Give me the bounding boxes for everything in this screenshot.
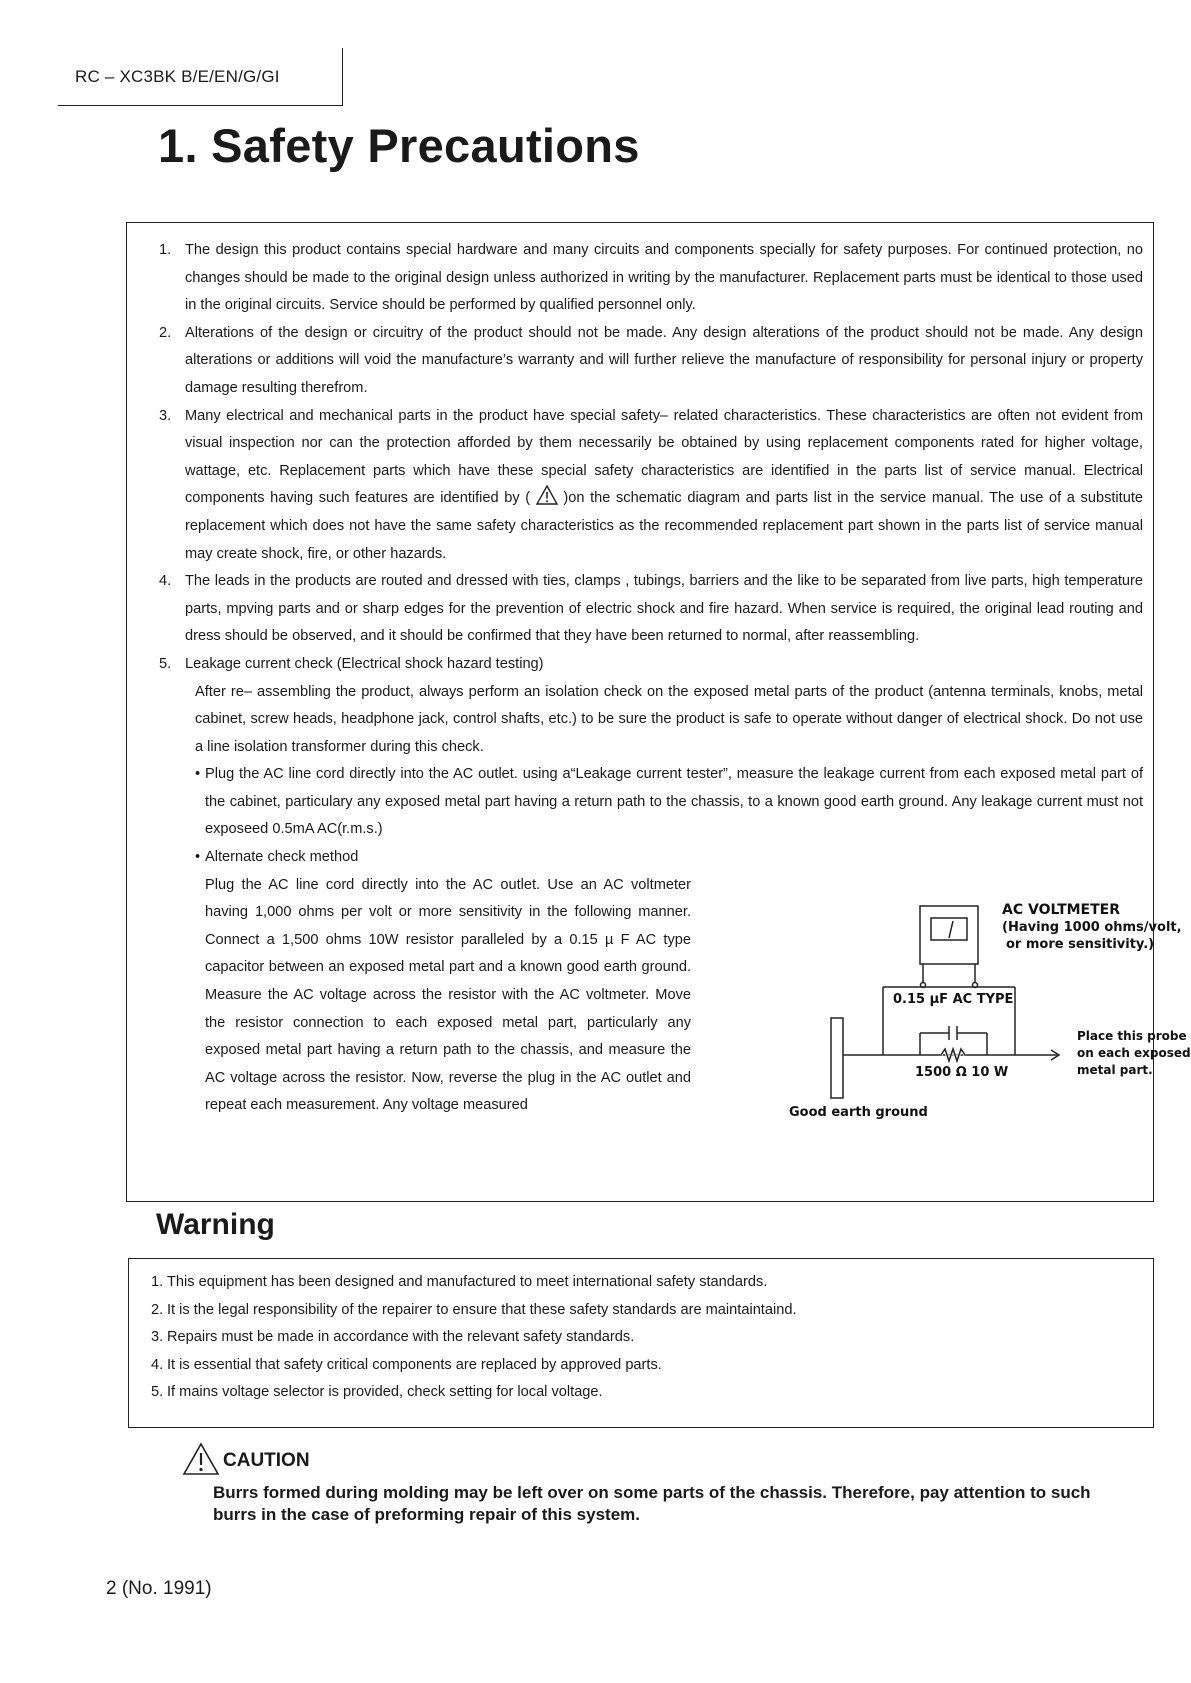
ground-electrode xyxy=(831,1018,843,1098)
precautions-box xyxy=(126,222,1191,1202)
model-header xyxy=(58,48,343,106)
leakage-heading: Leakage current check (Electrical shock hazard testing) xyxy=(185,655,544,672)
item-number: 2. xyxy=(159,324,172,341)
caution-label: CAUTION xyxy=(223,1450,310,1471)
resistor-label: 1500 Ω 10 W xyxy=(915,1065,1009,1080)
item-number: 3. xyxy=(159,407,172,424)
model-number: RC – XC3BK B/E/EN/G/GI xyxy=(75,67,280,86)
item-number: 5. xyxy=(151,1384,164,1401)
item-text: Repairs must be made in accordance with the relevant safety standards. xyxy=(167,1329,635,1346)
page-number: 2 (No. 1991) xyxy=(106,1578,212,1599)
item-text: This equipment has been designed and manufactured to meet international safety standards. xyxy=(167,1274,768,1290)
item-number: 1. xyxy=(151,1274,164,1290)
bullet-mark: • xyxy=(195,849,201,866)
voltmeter-note-2: or more sensitivity.) xyxy=(1006,937,1155,952)
warning-title: Warning xyxy=(156,1208,275,1241)
warning-item xyxy=(151,1297,797,1325)
voltmeter-title: AC VOLTMETER xyxy=(1002,902,1121,918)
alternate-method-title: Alternate check method xyxy=(205,849,359,866)
safety-warning-icon xyxy=(536,485,558,505)
item-number: 4. xyxy=(159,573,172,590)
item-text: The design this product contains special hardware and many circuits and components specially for safety purposes. For continued protection, no changes should be made to the original design unless authorized in writing by the manufacturer. Replacement parts must be identical to those used in the original circuits. Service should be performed by qualified personnel only. xyxy=(185,242,1143,314)
precaution-item-3 xyxy=(159,403,1144,569)
item-text: Alterations of the design or circuitry of the product should not be made. Any design alterations of the product should not be made. Any design alterations or additions will void the manufacture’s warranty and will further relieve the manufacture of responsibility for personal injury or property damage resulting therefrom. xyxy=(185,324,1143,396)
item-number: 3. xyxy=(151,1329,164,1346)
caution-icon xyxy=(182,1442,220,1476)
item-text: If mains voltage selector is provided, check setting for local voltage. xyxy=(167,1384,603,1401)
probe-label-3: metal part. xyxy=(1077,1063,1153,1077)
precaution-item-1 xyxy=(159,237,1143,320)
bullet-leakage-tester xyxy=(195,761,1143,844)
caution-text: Burrs formed during molding may be left over on some parts of the chassis. Therefore, pay attention to such burrs in the case of preforming repair of this system. xyxy=(213,1483,1091,1524)
item-text: It is essential that safety critical components are replaced by approved parts. xyxy=(167,1356,662,1373)
item-number: 4. xyxy=(151,1356,164,1373)
precaution-item-2 xyxy=(159,320,1143,403)
warning-item xyxy=(151,1379,797,1407)
item-number: 5. xyxy=(159,655,172,672)
leakage-intro: After re– assembling the product, always perform an isolation check on the exposed metal parts of the product (antenna terminals, knobs, metal cabinet, screw heads, headphone jack, control shafts, etc.) to be sure the product is safe to operate without danger of electrical shock. Do not use a line isolation transformer during this check. xyxy=(195,683,1143,755)
item-text-part-a: Many electrical and mechanical parts in the product have special safety– related characteristics. These characteristics are often not evident from visual inspection nor can the protection afforded by them necessarily be obtained by using replacement components rated for higher voltage, wattage, etc. Replacement parts which have these special safety characteristics are identified in the parts list of service manual. Electrical components having such features are identified by ( xyxy=(185,407,1143,507)
bullet-text: Plug the AC line cord directly into the AC outlet. using a“Leakage current tester”, measure the leakage current from each exposed metal part of the cabinet, particulary any exposed metal part having a return path to the chassis, to a known good earth ground. Any leakage current must not exposeed 0.5mA AC(r.m.s.) xyxy=(205,766,1143,838)
warning-box xyxy=(128,1258,1154,1428)
leakage-test-diagram xyxy=(737,900,1191,1160)
probe-label-2: on each exposed xyxy=(1077,1046,1191,1060)
probe-label-1: Place this probe xyxy=(1077,1029,1187,1043)
item-number: 2. xyxy=(151,1301,164,1318)
page-title: 1. Safety Precautions xyxy=(158,119,640,172)
ground-label: Good earth ground xyxy=(789,1105,928,1120)
item-text: It is the legal responsibility of the repairer to ensure that these safety standards are maintaintaind. xyxy=(167,1301,797,1318)
capacitor-label: 0.15 µF AC TYPE xyxy=(893,992,1014,1007)
warning-list xyxy=(151,1269,797,1407)
precaution-item-4 xyxy=(159,568,1143,651)
alternate-method-text: Plug the AC line cord directly into the AC outlet. Use an AC voltmeter having 1,000 ohms per volt or more sensitivity in the following manner. Connect a 1,500 ohms 10W resistor paralleled by a 0.15 µ F AC type capacitor between an exposed metal part and a known good earth ground. Measure the AC voltage across the resistor with the AC voltmeter. Move the resistor connection to each exposed metal part, particularly any exposed metal part having a return path to the chassis, and measure the AC voltage across the resistor. Now, reverse the plug in the AC outlet and repeat each measurement. Any voltage measured xyxy=(205,876,691,1114)
item-text: The leads in the products are routed and dressed with ties, clamps , tubings, barriers and the like to be separated from live parts, high temperature parts, mpving parts and or sharp edges for the prevention of electric shock and fire hazard. When service is required, the original lead routing and dress should be observed, and it should be confirmed that they have been returned to normal, after reassembling. xyxy=(185,573,1143,645)
item-number: 1. xyxy=(159,242,172,258)
warning-item xyxy=(151,1352,797,1380)
voltmeter-note-1: (Having 1000 ohms/volt, xyxy=(1002,920,1182,935)
bullet-mark: • xyxy=(195,766,201,783)
item-text-part-b: )on the schematic diagram and parts list in the service manual. The use of a substitute replacement which does not have the same safety characteristics as the recommended replacement part shown in the parts list of service manual may create shock, fire, or other hazards. xyxy=(185,490,1144,562)
warning-item xyxy=(151,1324,797,1352)
warning-item xyxy=(151,1269,797,1297)
